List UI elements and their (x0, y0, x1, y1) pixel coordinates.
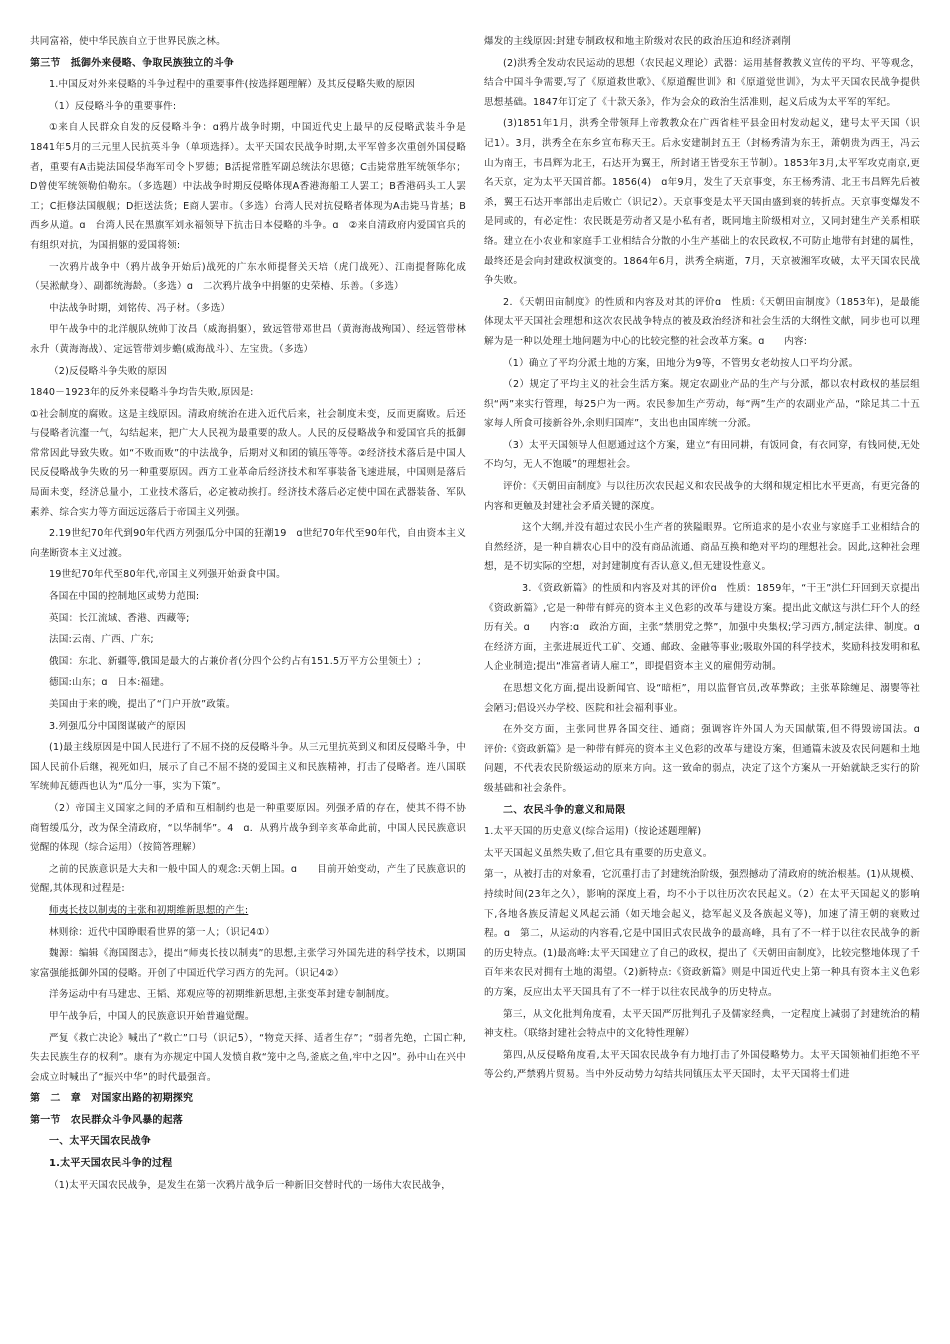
paragraph: (2)洪秀全发动农民运动的思想（农民起义理论）武器：运用基督教教义宣传的平均、平等观念，结合中国斗争需要,写了《原道救世歌》、《原道醒世训》和《原道觉世训》，为太平天国农民战争提供思想基础。1847年订定了《十款天条》，作为会众的政治生活准则，起义后成为太平军的军纪。 (484, 57, 920, 108)
paragraph: （1）确立了平均分派土地的方案，田地分为9等，不管男女老幼按人口平均分派。 (503, 357, 859, 369)
paragraph: 在外交方面，主张同世界各国交往、通商；强调容许外国人为天国献策,但不得毁谤国法。ɑ 评价:《资政新篇》是一种带有鲜亮的资本主义色彩的改革与建设方案，但通篇未波及农民问题和土地问题，不代表农民阶级运动的原来方向。这一致命的弱点，决定了这个方案从一开始就缺乏实行的阶级基础和社会条件。 (484, 724, 940, 794)
paragraph: 2．《天朝田亩制度》的性质和内容及对其的评价ɑ 性质:《天朝田亩制度》（1853年)，是最能体现太平天国社会理想和这次农民战争特点的被及政治经济和社会生活的大纲性文献，同步也可以理解为是一种以处理土地问题为中心的比较完整的社会改革方案。ɑ 内容: (484, 296, 920, 347)
paragraph: 各国在中国的控制地区或势力范围: (49, 591, 200, 603)
paragraph: 魏源：编辑《海国图志》，提出“师夷长技以制夷”的思想,主张学习外国先进的科学技术，以期国家富强能抵御外国的侵略。开创了中国近代学习西方的先河。（识记4②） (30, 948, 466, 979)
right-column (484, 32, 940, 1332)
paragraph: ①社会制度的腐败。这是主线原因。清政府统治在进入近代后来，社会制度未变，反而更腐败。后还与侵略者沆瀣一气，勾结起来，把广大人民视为最重要的敌人。人民的反侵略战争和爱国官兵的抵御常常因此导致失败。如“不败而败”的中法战争，后期对义和团的镇压等等。②经济技术落后是中国人民反侵略战争失败的另一种重要原因。西方工业革命后经济技术和军事装备飞速进展，中国则是落后局面未变，经济总量小，工业技术落后，必定被动挨打。经济技术落后必定使中国在武器装备、军队素养、综合实力等方面远远落后于帝国主义列强。 (30, 408, 466, 518)
paragraph: 甲午战争后，中国人的民族意识开始普遍觉醒。 (49, 1010, 255, 1022)
paragraph: (1)最主线原因是中国人民进行了不屈不挠的反侵略斗争。从三元里抗英到义和团反侵略斗争，中国人民前仆后继，视死如归，展示了自己不屈不挠的爱国主义和民族精神，打击了侵略者。连八国联军统帅瓦德西也认为“瓜分一事，实为下策”。 (30, 742, 466, 793)
paragraph: 3．《资政新篇》的性质和内容及对其的评价ɑ 性质：1859年，“干王”洪仁玕回到天京提出《资政新篇》,它是一种带有鲜亮的资本主义色彩的改革与建设方案。提出此文献这与洪仁玕个人的经历有关。ɑ 内容:ɑ 政治方面，主张“禁朋党之弊”，加强中央集权;学习西方,制定法律、制度。ɑ 在经济方面，主张进展近代工矿、交通、邮政、金融等事业;吸取外国的科学技术，奖励科技发明和私人企业制造;提出“准富者请人雇工”，即提倡资本主义的雇佣劳动制。 (484, 583, 940, 673)
paragraph: 第一，从被打击的对象看，它沉重打击了封建统治阶级，强烈撼动了清政府的统治根基。(1)从规模、持续时间(23年之久），影响的深度上看，均不小于以往历次农民起义。（2）在太平天国起义的影响下,各地各族反清起义风起云涌（如天地会起义，捻军起义及各族起义等)，加速了清王朝的衰败过程。ɑ 第二，从运动的内容看,它是中国旧式农民战争的最高峰，具有了不一样于以往农民战争的新的历史特点。(1)最高峰:太平天国建立了自己的政权，提出了《天朝田亩制度》，比较完整地体现了千百年来农民对拥有土地的渴望。（2)新特点:《资政新篇》则是中国近代史上第一种具有资本主义色彩的方案，反应出太平天国具有了不一样于以往农民战争的历史特点。 (484, 869, 920, 998)
paragraph: 2.19世纪70年代到90年代西方列强瓜分中国的狂潮19 ɑ世纪70年代至90年代，自由资本主义向垄断资本主义过渡。 (30, 528, 466, 559)
paragraph: 第四,从反侵略角度看,太平天国农民战争有力地打击了外国侵略势力。太平天国领袖们拒绝不平等公约,严禁鸦片贸易。当中外反动势力勾结共同镇压太平天国时，太平天国将士们进 (484, 1049, 920, 1081)
paragraph: 美国由于来的晚，提出了“门户开放”政策。 (49, 699, 236, 710)
paragraph: 中法战争时期，刘铭传、冯子材。（多选） (49, 302, 231, 314)
left-column (30, 32, 466, 1332)
paragraph: （2)反侵略斗争失败的原因 (49, 365, 167, 377)
subsection-heading: 一、太平天国农民战争 (49, 1136, 151, 1148)
subsection-heading: 二、农民斗争的意义和局限 (503, 804, 626, 816)
paragraph: 俄国：东北、新疆等,俄国是最大的占兼价者(分四个公约占有151.5万平方公里领土）; (49, 655, 422, 667)
paragraph: 1840－1923年的反外来侵略斗争均告失败,原因是: (30, 387, 254, 399)
paragraph: 1.太平天国的历史意义(综合运用)（按论述题理解) (484, 826, 702, 838)
paragraph: 之前的民族意识是大夫和一般中国人的观念:天朝上国。ɑ 目前开始变动，产生了民族意识的觉醒,其体现和过程是: (30, 863, 466, 895)
paragraph: （1）反侵略斗争的重要事件: (49, 100, 177, 112)
paragraph: （2）规定了平均主义的社会生活方案。规定农副业产品的生产与分派，都以农村政权的基层组织“两”来实行管理，每25户为一两。农民参加生产劳动，每“两”生产的农副业产品，“除足其二十五家每人所食可接新谷外,余则归国库”，支出也由国库统一分派。 (484, 379, 920, 430)
paragraph: 共同富裕，使中华民族自立于世界民族之林。 (30, 36, 226, 47)
paragraph: 19世纪70年代至80年代,帝国主义列强开始蚕食中国。 (49, 569, 286, 581)
paragraph: 英国：长江流域、香港、西藏等; (49, 612, 190, 624)
paragraph: （1)太平天国农民战争，是发生在第一次鸦片战争后一种新旧交替时代的一场伟大农民战争， (49, 1179, 451, 1191)
paragraph: （3）太平天国领导人但愿通过这个方案，建立“有田同耕，有饭同食，有衣同穿，有钱同使,无处不均匀，无人不饱暖”的理想社会。 (484, 439, 920, 471)
section-heading: 第一节 农民群众斗争风暴的起落 (30, 1114, 183, 1126)
paragraph: 洋务运动中有马建忠、王韬、郑观应等的初期维新思想,主张变革封建专制制度。 (49, 989, 396, 1001)
paragraph: (3)1851年1月，洪秀全带领拜上帝教教众在广西省桂平县金田村发动起义，建号太平天国（识记1）。3月，洪秀全在东乡宣布称天王。后永安建制封五王（封杨秀清为东王，萧朝贵为西王，冯云山为南王，韦昌辉为北王，石达开为翼王，所封诸王皆受东王节制）。1853年3月,太平军攻克南京,更名天京，定为太平天国首都。1856(4) ɑ年9月，发生了天京事变，东王杨秀清、北王韦昌辉先后被杀，翼王石达开率部出走后败亡（识记2）。天京事变是太平天国由盛到衰的转折点。天京事变爆发不是同或的，有必定性：农民既是劳动者又是小私有者，既同地主阶级相对立，又同封建生产关系相联络。建立在小农业和家庭手工业相结合分散的小生产基础上的农民政权,不可防止地带有封建的属性，最终还是会向封建政权演变的。1864年6月，洪秀全病逝，7月，天京被湘军攻破，太平天国农民战争失败。 (484, 118, 920, 287)
paragraph: 法国:云南、广西、广东; (49, 634, 154, 646)
paragraph: 严复《救亡决论》喊出了“救亡”口号（识记5），“物竞天择、适者生存”；“弱者先绝，亡国亡种,失去民族生存的权利”。康有为亦规定中国人发愤自救“笼中之鸟,釜底之鱼,牢中之囚”。孙中山在兴中会成立时喊出了“振兴中华”的时代最强音。 (30, 1032, 466, 1083)
paragraph: （2）帝国主义国家之间的矛盾和互相制约也是一种重要原因。列强矛盾的存在，使其不得不协商暂缓瓜分，改为保全清政府，“以华制华”。4 ɑ．从鸦片战争到辛亥革命此前，中国人民民族意识觉醒的体现（综合运用）（按简答理解） (30, 802, 466, 854)
paragraph: 这个大纲,并没有超过农民小生产者的狭隘眼界。它所追求的是小农业与家庭手工业相结合的自然经济，是一种自耕农心目中的没有商品流通、商品互换和绝对平均的理想社会。因此,这种社会理想，是不切实际的空想，对封建制度有否认意义,但无建设性意义。 (484, 522, 920, 573)
paragraph: 3.列强瓜分中国图谋破产的原因 (49, 720, 186, 732)
paragraph: 爆发的主线原因:封建专制政权和地主阶级对农民的政治压迫和经济剥削 (484, 36, 792, 47)
subsection-heading: 1.太平天国农民斗争的过程 (49, 1158, 173, 1170)
paragraph: 甲午战争中的北洋舰队统帅丁汝昌（威海捐躯），致远管带邓世昌（黄海海战殉国）、经远管带林永升（黄海海战）、定远管带刘步蟾(威海战斗）、左宝贵。（多选） (30, 324, 466, 355)
paragraph: 林则徐：近代中国睁眼看世界的第一人；（识记4①） (49, 926, 275, 938)
paragraph: 第三，从文化批判角度看，太平天国严厉批判孔子及儒家经典，一定程度上减弱了封建统治的精神支柱。（联络封建社会特点中的文化特性理解） (484, 1008, 920, 1040)
paragraph: 评价：《天朝田亩制度》与以往历次农民起义和农民战争的大纲和规定相比水平更高，有更完备的内容和更触及封建社会矛盾关键的深度。 (484, 481, 920, 512)
paragraph: 1.中国反对外来侵略的斗争过程中的重要事件(按选择题理解）及其反侵略失败的原因 (49, 79, 416, 91)
paragraph: 德国:山东；ɑ 日本:福建。 (49, 677, 170, 689)
paragraph: 太平天国起义虽然失败了,但它具有重要的历史意义。 (484, 847, 713, 859)
paragraph: ①来自人民群众自发的反侵略斗争：ɑ鸦片战争时期，中国近代史上最早的反侵略武装斗争是1841年5月的三元里人民抗英斗争（单项选择）。太平天国农民战争时期,太平军曾多次重创外国侵略者，重要有A击毙法国侵华海军司令卜罗德；B活捉常胜军副总统法尔思德；C击毙常胜军统领华尔；D曾使军统领勒伯勒东。（多选题）中法战争时期反侵略体现A香港海船工人罢工；B香港码头工人罢工；C拒修法国舰舰；D拒送法货；E商人罢市。（多选）台湾人民对抗侵略者体现为A击毙马肯基；B西乡从道。ɑ 台湾人民在黑旗军刘永福领导下抗击日本侵略的斗争。ɑ ②来自清政府内爱国官兵的有组织对抗，为国捐躯的爱国将领: (30, 122, 466, 251)
paragraph: 在思想文化方面,提出设新闻官、设“暗柜”，用以监督官员,改革弊政；主张革除缠足、溺婴等社会陋习;倡设兴办学校、医院和社会福利事业。 (484, 683, 920, 714)
chapter-heading: 第 二 章 对国家出路的初期探究 (30, 1093, 194, 1105)
paragraph: 师夷长技以制夷的主张和初期维新思想的产生: (49, 904, 249, 916)
paragraph: 一次鸦片战争中（鸦片战争开始后)战死的广东水师提督关天培（虎门战死）、江南提督陈化成（吴淞献身）、副都统海龄。（多选）ɑ 二次鸦片战争中捐躯的史荣椿、乐善。（多选） (30, 261, 466, 293)
section-heading: 第三节 抵御外来侵略、争取民族独立的斗争 (30, 57, 234, 69)
